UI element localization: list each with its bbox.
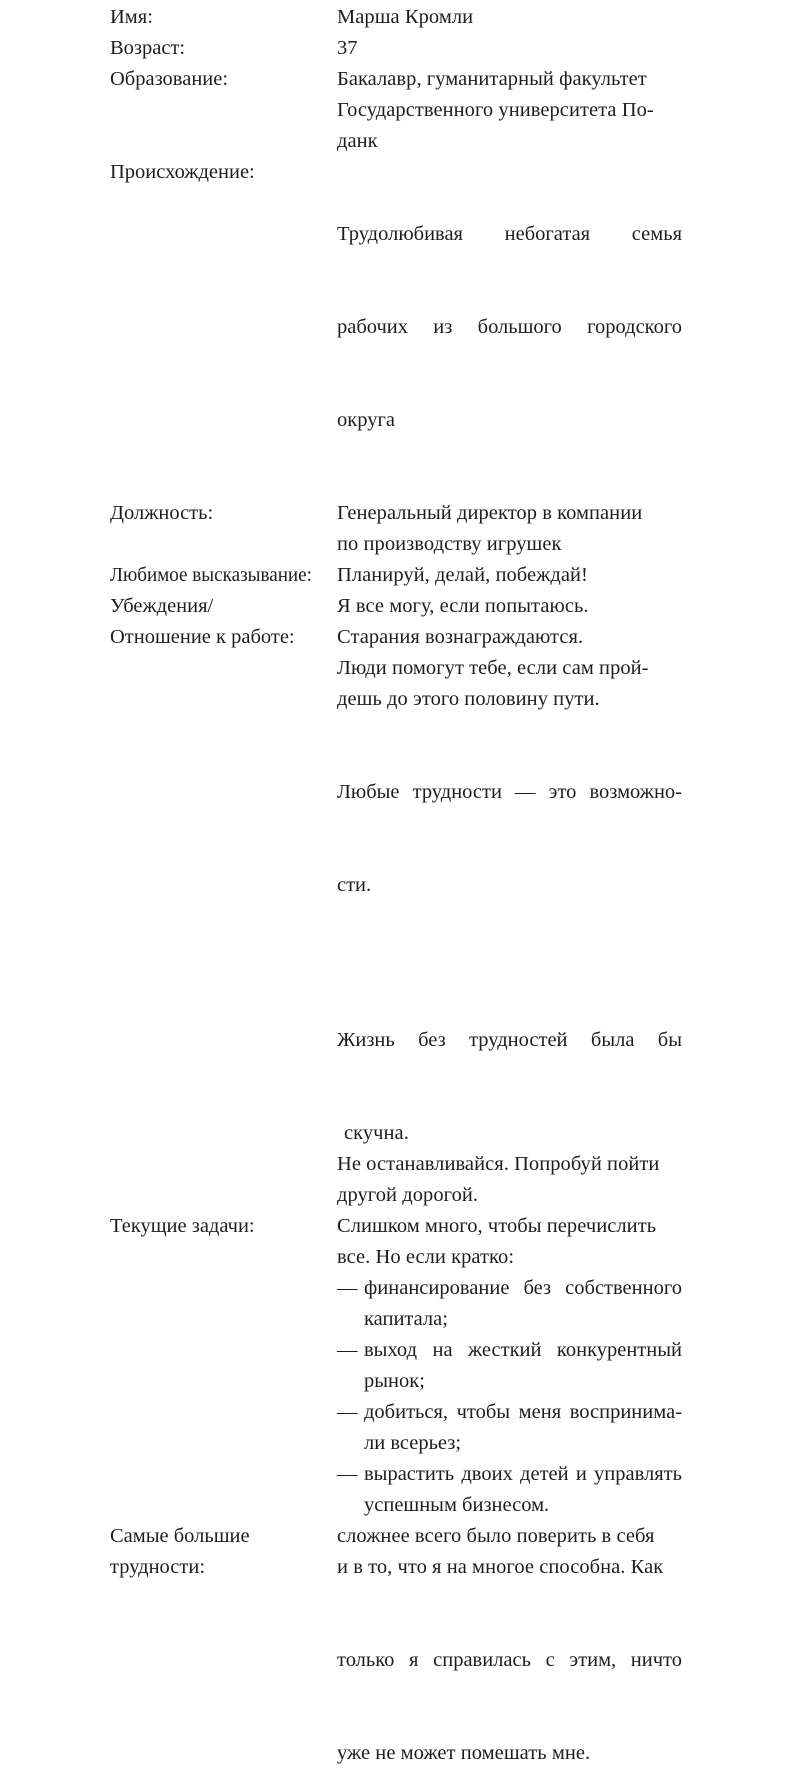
value-text: Марша Кромли [337, 6, 474, 28]
row-label-origin [110, 157, 337, 188]
list-item [337, 1273, 682, 1335]
value-line: капитала; [364, 1308, 448, 1330]
value-paragraph [337, 1583, 682, 1738]
table-row [110, 1211, 682, 1521]
value-paragraph [337, 715, 682, 963]
row-label-education [110, 64, 337, 95]
value-line: Государственного университета По- [337, 99, 654, 121]
list-item-text [364, 1273, 682, 1335]
value-line: Жизнь без трудностей была бы [337, 1029, 682, 1051]
value-line: Люди помогут тебе, если сам прой- [337, 657, 649, 679]
label-text: Имя: [110, 6, 153, 28]
row-value-current-tasks [337, 1211, 682, 1521]
table-row [110, 622, 682, 1211]
value-line: дешь до этого половину пути. [337, 688, 600, 710]
current-tasks-bullet-list [337, 1273, 682, 1521]
row-label-age [110, 33, 337, 64]
value-line: округа [337, 409, 395, 431]
label-text: Убеждения/ [110, 595, 214, 617]
row-value-education [337, 64, 682, 157]
label-text: трудности: [110, 1556, 206, 1578]
row-value-beliefs [337, 591, 682, 622]
list-item [337, 1397, 682, 1459]
row-label-beliefs [110, 591, 337, 622]
row-label-current-tasks [110, 1211, 337, 1242]
value-line: только я справилась с этим, ничто [337, 1649, 682, 1671]
table-row [110, 2, 682, 33]
row-value-attitude-to-work [337, 622, 682, 1211]
table-row [110, 1521, 682, 1769]
em-dash-bullet-icon: — [337, 1277, 358, 1299]
list-item-text [364, 1459, 682, 1521]
value-line: добиться, чтобы меня воспринима- [364, 1401, 682, 1423]
value-line: финансирование без собственного [364, 1277, 682, 1299]
value-text: Планируй, делай, побеждай! [337, 564, 588, 586]
em-dash-bullet-icon: — [337, 1339, 358, 1361]
label-text: Образование: [110, 68, 229, 90]
value-line: скучна. [344, 1122, 409, 1144]
value-line: другой дорогой. [337, 1184, 479, 1206]
value-text: Я все могу, если попытаюсь. [337, 595, 589, 617]
character-profile-table [110, 2, 682, 1769]
label-text: Любимое высказывание: [110, 564, 312, 586]
value-line: успешным бизнесом. [364, 1494, 550, 1516]
value-line: Бакалавр, гуманитарный факультет [337, 68, 647, 90]
value-line: выход на жесткий конкурентный [364, 1339, 682, 1361]
table-row [110, 560, 682, 591]
row-label-biggest-difficulties [110, 1521, 337, 1583]
row-value-biggest-difficulties [337, 1521, 682, 1769]
value-line: Не останавливайся. Попробуй пойти [337, 1153, 660, 1175]
label-text: Происхождение: [110, 161, 255, 183]
value-line: Трудолюбивая небогатая семья [337, 223, 682, 245]
value-line: Слишком много, чтобы перечислить [337, 1215, 657, 1237]
value-line: уже не может помешать мне. [337, 1742, 591, 1764]
value-line: по производству игрушек [337, 533, 562, 555]
row-label-favorite-saying [110, 560, 337, 591]
value-line: рынок; [364, 1370, 425, 1392]
label-text: Отношение к работе: [110, 626, 295, 648]
row-label-attitude-to-work [110, 622, 337, 653]
row-value-origin [337, 157, 682, 498]
label-text: Текущие задачи: [110, 1215, 255, 1237]
row-label-name [110, 2, 337, 33]
label-text: Возраст: [110, 37, 186, 59]
table-row [110, 498, 682, 560]
row-value-position [337, 498, 682, 560]
table-row [110, 591, 682, 622]
value-line: Генеральный директор в компании [337, 502, 643, 524]
value-line: сти. [337, 874, 372, 896]
value-line: и в то, что я на многое способна. Как [337, 1556, 664, 1578]
table-row [110, 64, 682, 157]
table-row [110, 33, 682, 64]
em-dash-bullet-icon: — [337, 1401, 358, 1423]
list-item-text [364, 1335, 682, 1397]
value-line: рабочих из большого городского [337, 316, 682, 338]
list-item-text [364, 1397, 682, 1459]
list-item [337, 1335, 682, 1397]
value-paragraph [337, 963, 682, 1118]
label-text: Самые большие [110, 1525, 250, 1547]
row-value-name [337, 2, 682, 33]
row-value-age [337, 33, 682, 64]
value-line: данк [337, 130, 378, 152]
value-line: Старания вознаграждаются. [337, 626, 584, 648]
value-line: сложнее всего было поверить в себя [337, 1525, 655, 1547]
value-line: Любые трудности — это возможно- [337, 781, 682, 803]
list-item [337, 1459, 682, 1521]
value-line: вырастить двоих детей и управлять [364, 1463, 682, 1485]
label-text: Должность: [110, 502, 214, 524]
value-text: 37 [337, 37, 358, 59]
row-label-position [110, 498, 337, 529]
value-line: ли всерьез; [364, 1432, 462, 1454]
value-line: все. Но если кратко: [337, 1246, 515, 1268]
em-dash-bullet-icon: — [337, 1463, 358, 1485]
table-row [110, 157, 682, 498]
row-value-favorite-saying [337, 560, 682, 591]
